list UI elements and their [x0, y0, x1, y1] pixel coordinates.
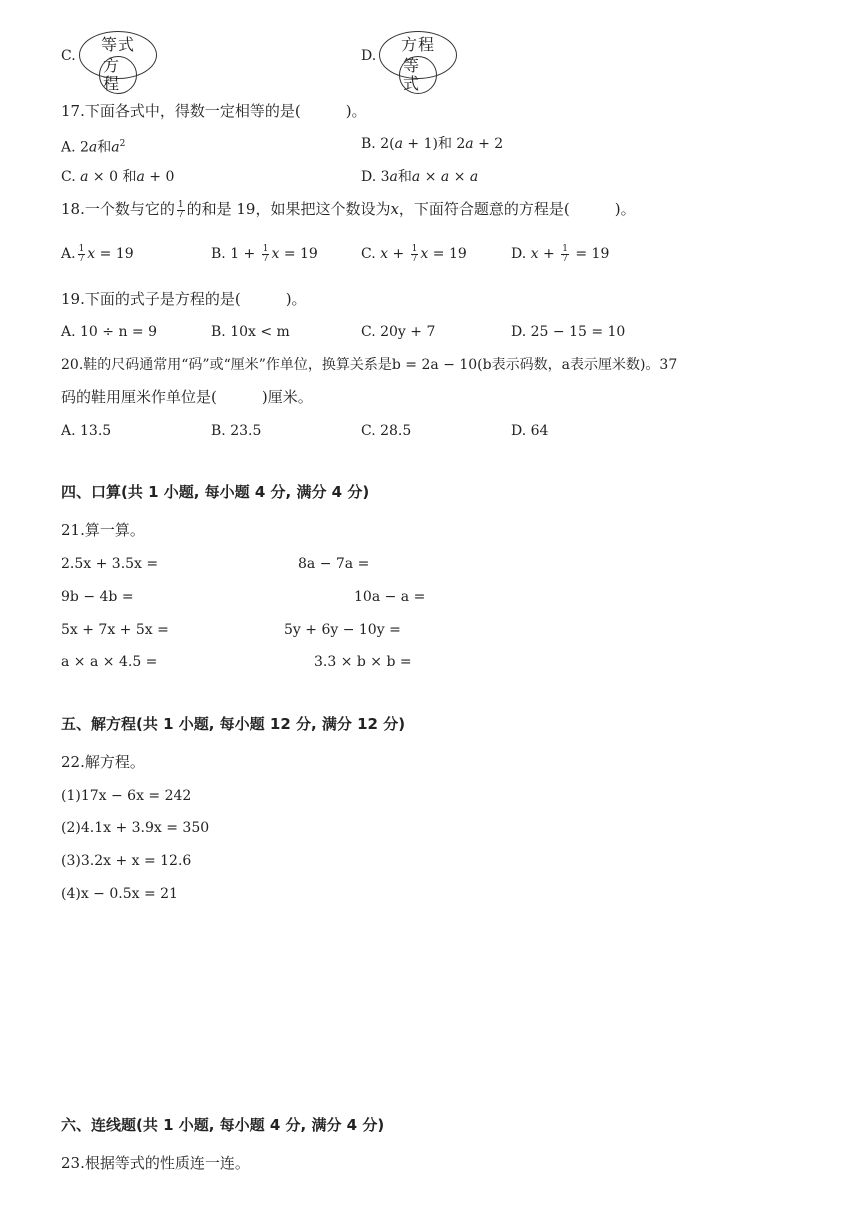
- q22-item-2: (2)4.1x + 3.9x = 350: [61, 820, 210, 836]
- q18-option-c: C. x + $\frac{1}{7}$ x = 19: [361, 243, 467, 264]
- q16-d-top-word: 方程: [400, 35, 436, 54]
- q19-option-a: A. 10 ÷ n = 9: [61, 324, 158, 340]
- q22-item-1: (1)17x − 6x = 242: [61, 788, 192, 804]
- q18-option-d: D. x + $\frac{1}{7}$ = 19: [511, 243, 610, 264]
- q21-item-4: 10a − a =: [354, 589, 426, 605]
- q18-option-a: A. $\frac{1}{7}$ x = 19: [61, 243, 134, 264]
- q20-option-c: C. 28.5: [361, 423, 412, 439]
- q16-d-bottom-word: 等式: [399, 56, 437, 94]
- q20-option-a: A. 13.5: [61, 423, 112, 439]
- q19-option-d: D. 25 − 15 = 10: [511, 324, 626, 340]
- q19-option-b: B. 10x < m: [211, 324, 290, 340]
- q19-option-c: C. 20y + 7: [361, 324, 436, 340]
- q18-stem: 18.一个数与它的 $\frac{1}{7}$ 的和是 19，如果把这个数设为x，下面符合题意的方程是( )。: [61, 199, 636, 220]
- q21-item-6: 5y + 6y − 10y =: [284, 622, 401, 638]
- q16-option-d-label: D.: [361, 48, 377, 64]
- q21-item-7: a × a × 4.5 =: [61, 654, 158, 670]
- q18-option-b: B. 1 + $\frac{1}{7}$ x = 19: [211, 243, 318, 264]
- q21-item-1: 2.5x + 3.5x =: [61, 556, 159, 572]
- q16-c-top-word: 等式: [100, 35, 136, 54]
- q22-item-3: (3)3.2x + x = 12.6: [61, 853, 192, 869]
- q21-item-3: 9b − 4b =: [61, 589, 134, 605]
- section4-heading: 四、口算(共 1 小题, 每小题 4 分, 满分 4 分): [61, 483, 370, 501]
- q20-stem-line2: 码的鞋用厘米作单位是( )厘米。: [61, 388, 313, 406]
- q16-option-d-stamp-icon: [379, 31, 457, 93]
- q17-option-c: C. a × 0 和a + 0: [61, 169, 175, 185]
- q21-stem: 21.算一算。: [61, 521, 145, 539]
- q23-stem: 23.根据等式的性质连一连。: [61, 1154, 250, 1172]
- q20-option-d: D. 64: [511, 423, 549, 439]
- q22-stem: 22.解方程。: [61, 753, 145, 771]
- q17-option-b: B. 2(a + 1)和 2a + 2: [361, 136, 504, 152]
- section6-heading: 六、连线题(共 1 小题, 每小题 4 分, 满分 4 分): [61, 1116, 385, 1134]
- q21-item-5: 5x + 7x + 5x =: [61, 622, 169, 638]
- q16-option-c-stamp-icon: [79, 31, 157, 93]
- q21-item-8: 3.3 × b × b =: [314, 654, 412, 670]
- q17-option-d: D. 3a和a × a × a: [361, 169, 479, 185]
- q22-item-4: (4)x − 0.5x = 21: [61, 886, 178, 902]
- q16-option-c-label: C.: [61, 48, 76, 64]
- section5-heading: 五、解方程(共 1 小题, 每小题 12 分, 满分 12 分): [61, 715, 406, 733]
- q19-stem: 19.下面的式子是方程的是( )。: [61, 290, 307, 308]
- q21-item-2: 8a − 7a =: [298, 556, 370, 572]
- q16-c-bottom-word: 方程: [99, 56, 137, 94]
- q17-stem: 17.下面各式中，得数一定相等的是( )。: [61, 102, 367, 120]
- q20-stem-line1: 20.鞋的尺码通常用“码”或“厘米”作单位，换算关系是b = 2a − 10(b表示码数，a表示厘米数)。37: [61, 357, 678, 373]
- q17-option-a: A. 2a和$a^2$: [61, 139, 126, 156]
- q20-option-b: B. 23.5: [211, 423, 262, 439]
